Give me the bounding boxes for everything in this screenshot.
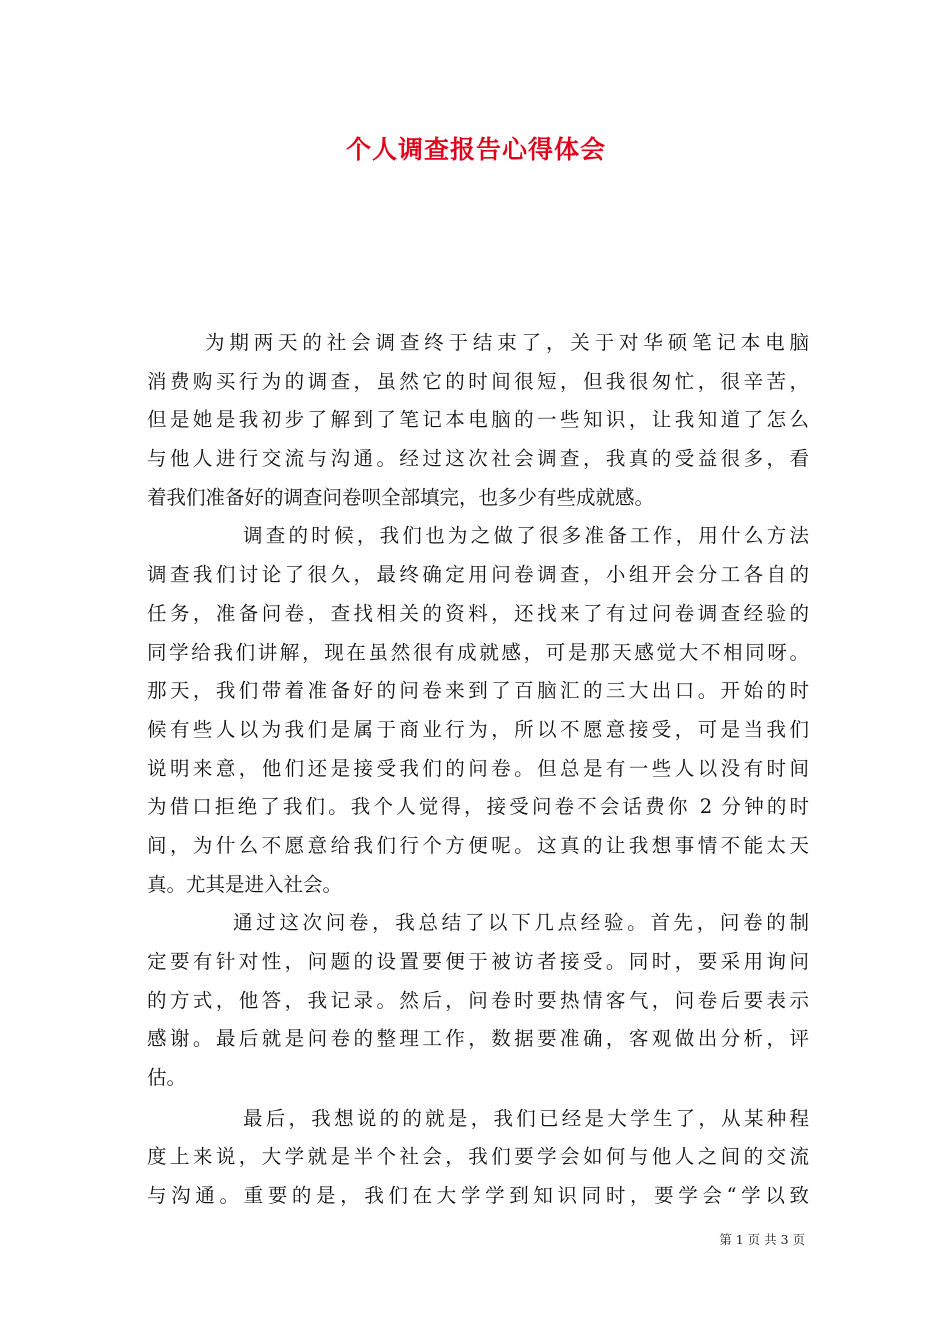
paragraph-3-line-2: 定要有针对性，问题的设置要便于被访者接受。同时，要采用询问 — [147, 950, 809, 973]
paragraph-2-line-8: 为借口拒绝了我们。我个人觉得，接受问卷不会话费你 2 分钟的时 — [147, 795, 809, 819]
page-footer: 第 1 页 共 3 页 — [719, 1232, 805, 1247]
paragraph-2-line-9: 间，为什么不愿意给我们行个方便呢。这真的让我想事情不能太天 — [147, 833, 809, 857]
paragraph-1-line-4: 与他人进行交流与沟通。经过这次社会调查，我真的受益很多，看 — [147, 447, 809, 471]
paragraph-1-line-3: 但是她是我初步了解到了笔记本电脑的一些知识，让我知道了怎么 — [147, 408, 809, 432]
paragraph-3-line-4: 感谢。最后就是问卷的整理工作，数据要准确，客观做出分析，评 — [147, 1027, 809, 1051]
paragraph-3-line-3: 的方式，他答，我记录。然后，问卷时要热情客气，问卷后要表示 — [147, 988, 809, 1012]
document-title: 个人调查报告心得体会 — [345, 135, 606, 164]
paragraph-4-line-1: 最后，我想说的的就是，我们已经是大学生了，从某种程 — [243, 1106, 809, 1130]
paragraph-3-line-1: 通过这次问卷，我总结了以下几点经验。首先，问卷的制 — [233, 911, 809, 935]
paragraph-2-line-10: 真。尤其是进入社会。 — [147, 872, 343, 896]
paragraph-2-line-7: 说明来意，他们还是接受我们的问卷。但总是有一些人以没有时间 — [147, 756, 809, 780]
paragraph-4-line-3: 与沟通。重要的是，我们在大学学到知识同时，要学会“学以致 — [147, 1184, 809, 1208]
paragraph-2-line-5: 那天，我们带着准备好的问卷来到了百脑汇的三大出口。开始的时 — [147, 679, 809, 703]
paragraph-2-line-2: 调查我们讨论了很久，最终确定用问卷调查，小组开会分工各自的 — [147, 563, 809, 587]
paragraph-1-line-5: 着我们准备好的调查问卷呗全部填完，也多少有些成就感。 — [147, 485, 655, 509]
paragraph-1-line-1: 为期两天的社会调查终于结束了，关于对华硕笔记本电脑 — [205, 331, 809, 354]
document-body — [147, 324, 809, 1216]
paragraph-3-line-5: 估。 — [147, 1066, 187, 1090]
paragraph-2-line-6: 候有些人以为我们是属于商业行为，所以不愿意接受，可是当我们 — [147, 717, 809, 741]
paragraph-2-line-4: 同学给我们讲解，现在虽然很有成就感，可是那天感觉大不相同呀。 — [147, 640, 809, 664]
paragraph-2-line-1: 调查的时候，我们也为之做了很多准备工作，用什么方法 — [243, 524, 809, 548]
paragraph-4-line-2: 度上来说，大学就是半个社会，我们要学会如何与他人之间的交流 — [147, 1145, 809, 1169]
paragraph-2-line-3: 任务，准备问卷，查找相关的资料，还找来了有过问卷调查经验的 — [147, 601, 809, 625]
paragraph-1-line-2: 消费购买行为的调查，虽然它的时间很短，但我很匆忙，很辛苦， — [147, 369, 809, 393]
